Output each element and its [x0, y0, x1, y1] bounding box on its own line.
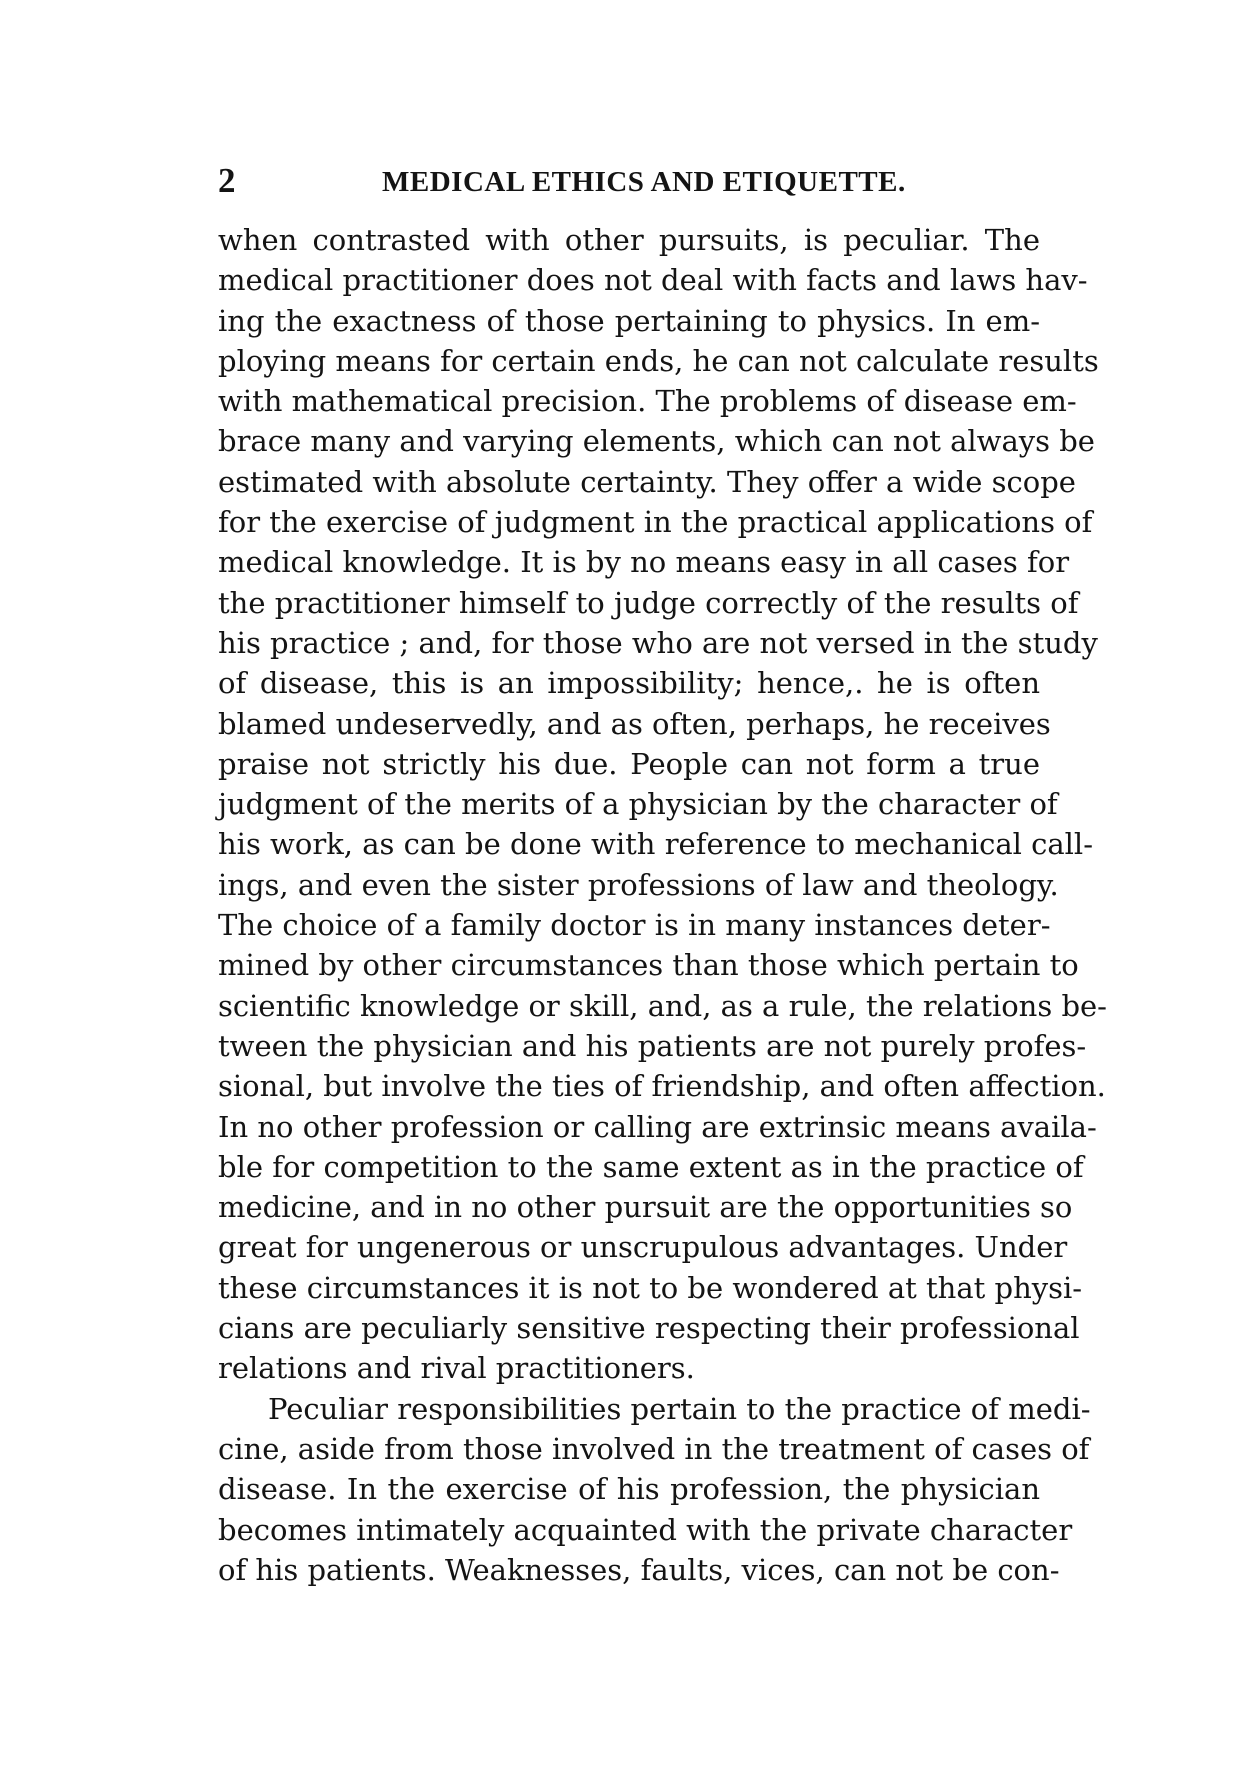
text-line: tween the physician and his patients are not purely profes- — [218, 1028, 1087, 1063]
text-line: judgment of the merits of a physician by the character of — [218, 787, 1058, 822]
text-line: these circumstances it is not to be wondered at that physi- — [218, 1270, 1083, 1305]
text-line: ble for competition to the same extent as in the practice of — [218, 1149, 1084, 1184]
text-line: The choice of a family doctor is in many instances deter- — [218, 908, 1051, 943]
text-line: ings, and even the sister professions of law and theology. — [218, 867, 1059, 902]
paragraph-2 — [218, 1389, 1091, 1590]
text-line: brace many and varying elements, which can not always be — [218, 424, 1095, 459]
text-line: cians are peculiarly sensitive respecting their professional — [218, 1311, 1080, 1346]
text-line: medical practitioner does not deal with facts and laws hav- — [218, 263, 1088, 298]
text-line: his work, as can be done with reference to mechanical call- — [218, 827, 1093, 862]
text-line: mined by other circumstances than those which pertain to — [218, 948, 1079, 983]
text-line: ing the exactness of those pertaining to physics. In em- — [218, 303, 1040, 338]
text-line: of disease, this is an impossibility; hence,. he is often — [218, 666, 1040, 701]
text-line: In no other profession or calling are extrinsic means availa- — [218, 1109, 1097, 1144]
text-line: Peculiar responsibilities pertain to the practice of medi- — [268, 1391, 1091, 1426]
page-header — [218, 160, 1118, 202]
paragraph-1 — [218, 220, 1107, 1389]
running-head: MEDICAL ETHICS AND ETIQUETTE. — [382, 166, 906, 198]
text-line: medical knowledge. It is by no means easy in all cases for — [218, 545, 1070, 580]
text-line: with mathematical precision. The problems of disease em- — [218, 384, 1077, 419]
text-line: medicine, and in no other pursuit are the opportunities so — [218, 1190, 1073, 1225]
text-line: becomes intimately acquainted with the private character — [218, 1512, 1073, 1547]
text-line: scientific knowledge or skill, and, as a rule, the relations be- — [218, 988, 1107, 1023]
text-line: when contrasted with other pursuits, is peculiar. The — [218, 223, 1040, 257]
text-line: estimated with absolute certainty. They offer a wide scope — [218, 464, 1076, 499]
text-line: the practitioner himself to judge correctly of the results of — [218, 585, 1079, 620]
text-line: sional, but involve the ties of friendship, and often affection. — [218, 1069, 1106, 1104]
text-line: cine, aside from those involved in the treatment of cases of — [218, 1431, 1090, 1466]
text-line: for the exercise of judgment in the practical applications of — [218, 505, 1093, 540]
text-line: of his patients. Weaknesses, faults, vices, can not be con- — [218, 1552, 1060, 1587]
text-line: ploying means for certain ends, he can not calculate results — [218, 343, 1099, 378]
text-line: blamed undeservedly, and as often, perhaps, he receives — [218, 706, 1051, 741]
text-line: great for ungenerous or unscrupulous advantages. Under — [218, 1230, 1068, 1265]
text-line: disease. In the exercise of his profession, the physician — [218, 1472, 1040, 1507]
page-number: 2 — [218, 161, 236, 200]
body-text — [218, 220, 1107, 1590]
text-line: relations and rival practitioners. — [218, 1351, 695, 1386]
text-line: praise not strictly his due. People can not form a true — [218, 746, 1040, 781]
text-line: his practice ; and, for those who are not versed in the study — [218, 625, 1098, 660]
